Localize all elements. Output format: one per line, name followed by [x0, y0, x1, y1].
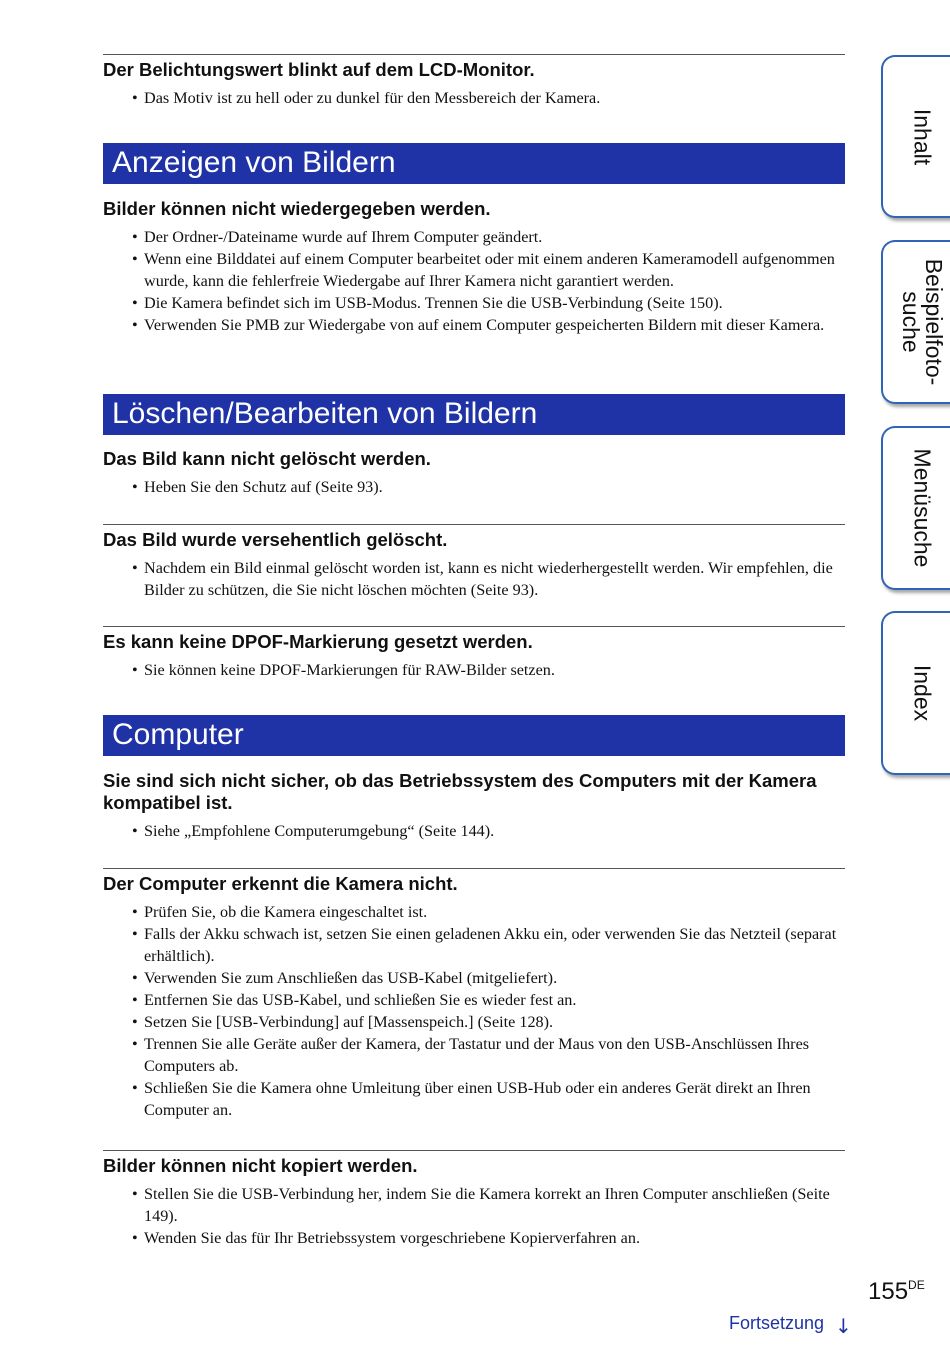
list-item: • Sie können keine DPOF-Markierungen für RAW-Bilder setzen.	[103, 659, 845, 681]
list-item: • Wenden Sie das für Ihr Betriebssystem vorgeschriebene Kopierverfahren an.	[103, 1227, 845, 1249]
continuation-link[interactable]: Fortsetzung	[729, 1313, 825, 1333]
problem-block	[103, 524, 845, 601]
problem-list	[103, 820, 845, 842]
list-item: • Verwenden Sie PMB zur Wiedergabe von auf einem Computer gespeicherten Bildern mit dieser Kamera.	[103, 314, 845, 336]
list-item: • Der Ordner-/Dateiname wurde auf Ihrem Computer geändert.	[103, 226, 845, 248]
tab-beispielfoto-suche[interactable]	[881, 240, 950, 404]
page-number-suffix: DE	[908, 1278, 925, 1292]
list-item: • Verwenden Sie zum Anschließen das USB-Kabel (mitgeliefert).	[103, 967, 845, 989]
problem-title: Bilder können nicht wiedergegeben werden.	[103, 198, 491, 219]
tab-inhalt[interactable]	[881, 55, 950, 218]
tab-label: Inhalt	[909, 108, 936, 165]
tab-index[interactable]	[881, 611, 950, 775]
problem-list	[103, 659, 845, 681]
list-item: • Wenn eine Bilddatei auf einem Computer bearbeitet oder mit einem anderen Kameramodell aufgenommen wurde, kann die fehlerfreie Wiedergabe auf Ihrer Kamera nicht garantiert werden.	[103, 248, 845, 292]
problem-block	[103, 54, 845, 109]
list-item: • Nachdem ein Bild einmal gelöscht worden ist, kann es nicht wiederhergestellt werden. Wir empfehlen, die Bilder zu schützen, die Sie nicht löschen möchten (Seite 93).	[103, 557, 845, 601]
problem-list	[103, 476, 845, 498]
page-number-value: 155	[868, 1278, 909, 1305]
problem-block	[103, 868, 845, 1121]
list-item: • Falls der Akku schwach ist, setzen Sie einen geladenen Akku ein, oder verwenden Sie das Netzteil (separat erhältlich).	[103, 923, 845, 967]
list-item: • Das Motiv ist zu hell oder zu dunkel für den Messbereich der Kamera.	[103, 87, 845, 109]
page-number	[868, 1278, 925, 1306]
problem-block	[103, 766, 845, 842]
tab-menuesuche[interactable]	[881, 426, 950, 590]
section-banner: Computer	[103, 715, 845, 756]
problem-list	[103, 557, 845, 601]
problem-list	[103, 226, 845, 336]
tab-label: Index	[909, 664, 936, 722]
list-item: • Setzen Sie [USB-Verbindung] auf [Massenspeich.] (Seite 128).	[103, 1011, 845, 1033]
arrow-down-icon: ↓	[835, 1314, 852, 1338]
list-item: • Entfernen Sie das USB-Kabel, und schließen Sie es wieder fest an.	[103, 989, 845, 1011]
problem-block	[103, 626, 845, 681]
tab-label: Beispielfoto- suche	[898, 258, 947, 386]
problem-title: Bilder können nicht kopiert werden.	[103, 1155, 418, 1176]
problem-title: Der Belichtungswert blinkt auf dem LCD-Monitor.	[103, 59, 535, 80]
list-item: • Siehe „Empfohlene Computerumgebung“ (Seite 144).	[103, 820, 845, 842]
section-banner: Löschen/Bearbeiten von Bildern	[103, 394, 845, 435]
problem-title: Das Bild wurde versehentlich gelöscht.	[103, 529, 448, 550]
list-item: • Schließen Sie die Kamera ohne Umleitung über einen USB-Hub oder ein anderes Gerät direkt an Ihren Computer an.	[103, 1077, 845, 1121]
problem-block	[103, 1150, 845, 1249]
problem-title: Das Bild kann nicht gelöscht werden.	[103, 448, 431, 469]
list-item: • Stellen Sie die USB-Verbindung her, indem Sie die Kamera korrekt an Ihren Computer anschließen (Seite 149).	[103, 1183, 845, 1227]
problem-list	[103, 901, 845, 1121]
list-item: • Heben Sie den Schutz auf (Seite 93).	[103, 476, 845, 498]
problem-block	[103, 444, 845, 498]
problem-block	[103, 194, 845, 336]
problem-title: Sie sind sich nicht sicher, ob das Betriebssystem des Computers mit der Kamera kompatibel ist.	[103, 770, 817, 813]
section-banner: Anzeigen von Bildern	[103, 143, 845, 184]
list-item: • Die Kamera befindet sich im USB-Modus. Trennen Sie die USB-Verbindung (Seite 150).	[103, 292, 845, 314]
problem-title: Es kann keine DPOF-Markierung gesetzt werden.	[103, 631, 533, 652]
problem-list	[103, 87, 845, 109]
problem-list	[103, 1183, 845, 1249]
list-item: • Prüfen Sie, ob die Kamera eingeschaltet ist.	[103, 901, 845, 923]
tab-label: Menüsuche	[909, 448, 936, 568]
list-item: • Trennen Sie alle Geräte außer der Kamera, der Tastatur und der Maus von den USB-Anschlüssen Ihres Computers ab.	[103, 1033, 845, 1077]
problem-title: Der Computer erkennt die Kamera nicht.	[103, 873, 458, 894]
